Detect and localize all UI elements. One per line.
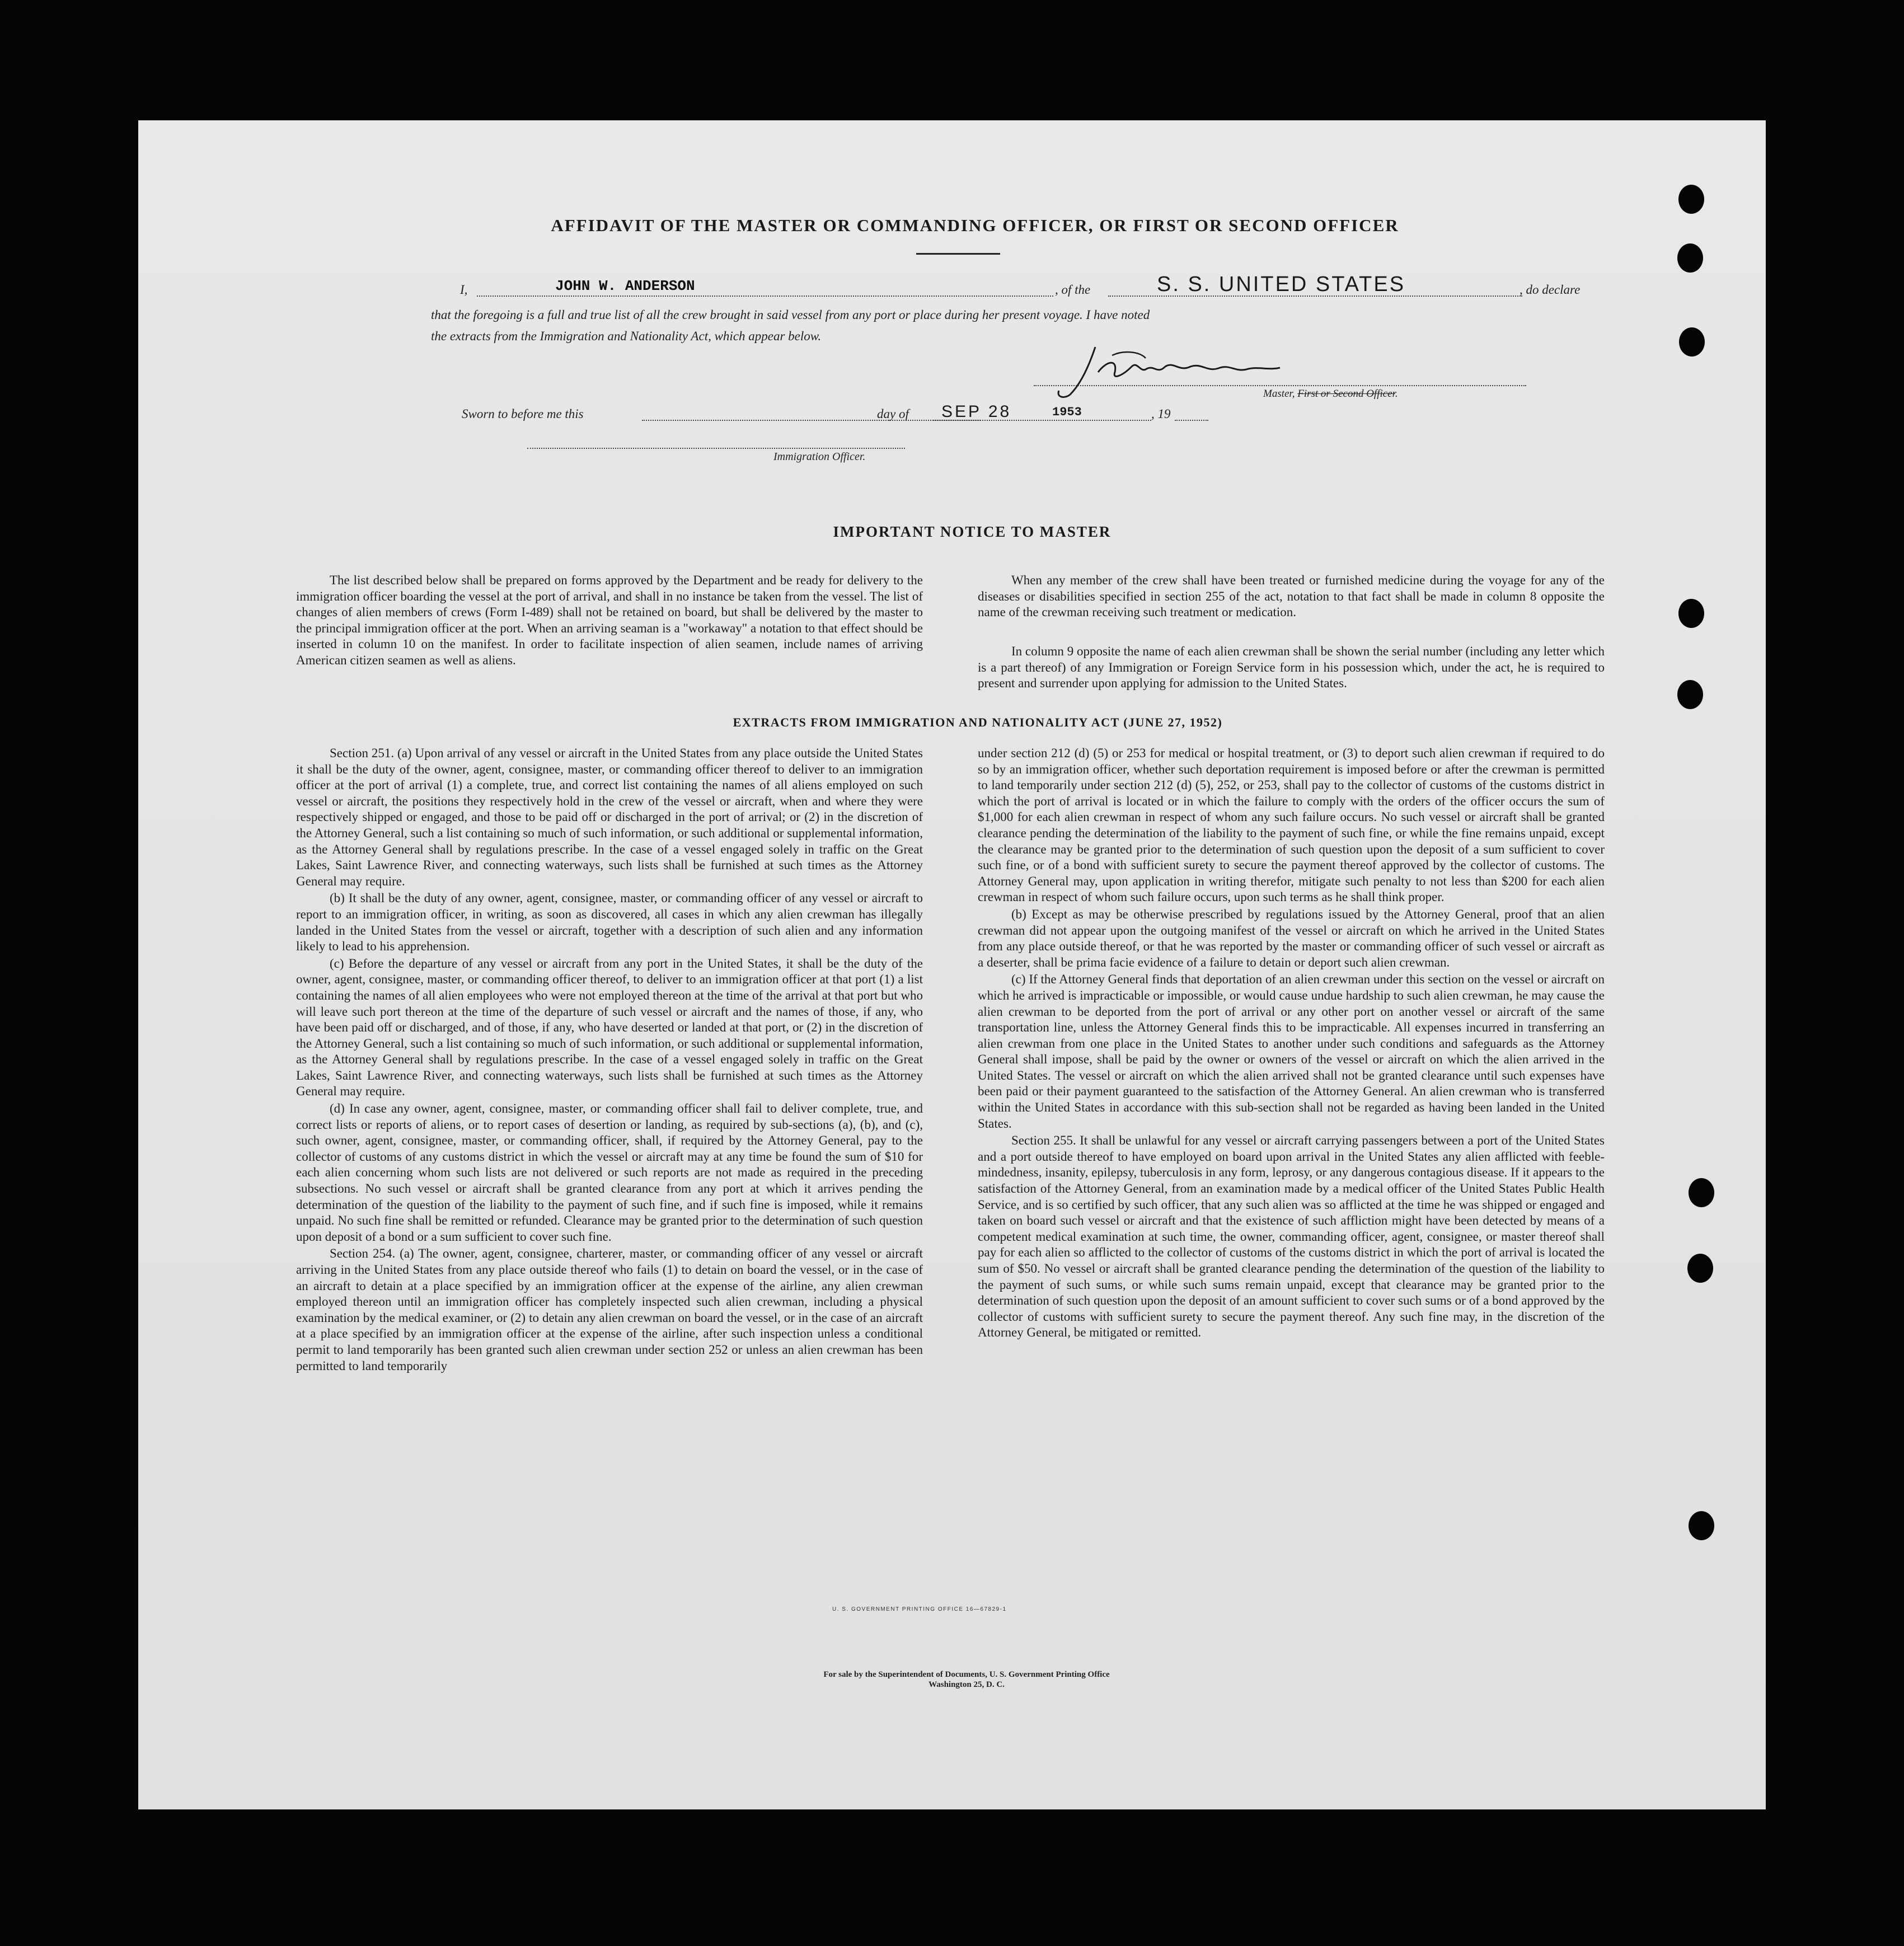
punch-hole	[1678, 599, 1704, 628]
signature-role	[1263, 388, 1398, 400]
extracts-left-column	[296, 745, 923, 1375]
sworn-label: Sworn to before me this	[462, 407, 584, 421]
notice-right-paragraph-1: When any member of the crew shall have been treated or furnished medicine during the voyage for any of the diseases or disabilities specified in section 255 of the act, notation to that fact shall be made in column 8 opposite the name of the crewman receiving such treatment or medication.	[978, 573, 1605, 620]
notice-title: IMPORTANT NOTICE TO MASTER	[833, 523, 1112, 540]
role-struck-officer: First or Second Officer	[1297, 388, 1395, 400]
form-page	[138, 120, 1766, 1809]
extracts-title: EXTRACTS FROM IMMIGRATION AND NATIONALITY ACT (JUNE 27, 1952)	[733, 715, 1223, 729]
sale-line-2: Washington 25, D. C.	[928, 1680, 1005, 1689]
extracts-right-column	[978, 745, 1605, 1342]
section-254-a: Section 254. (a) The owner, agent, consignee, charterer, master, or commanding officer of any vessel or aircraft arriving in the United States from any place outside thereof who fails (1) to detain on board the vessel, or in the case of an aircraft to detain at a place specified by an immigration officer at the expense of the airline, any alien crewman employed thereon until an immigration officer has completely inspected such alien crewman, including a physical examination by the medical examiner, or (2) to detain any alien crewman on board the vessel, or in the case of an aircraft at a place specified by an immigration officer at the expense of the airline, after such inspection unless a conditional permit to land temporarily has been granted such alien crewman under section 252 or unless an alien crewman has been permitted to land temporarily	[296, 1246, 923, 1373]
role-master: Master,	[1263, 388, 1295, 400]
sale-line-1: For sale by the Superintendent of Documents, U. S. Government Printing Office	[823, 1670, 1110, 1679]
punch-hole	[1678, 185, 1704, 214]
year-suffix-label: , 19	[1151, 407, 1171, 421]
title-rule	[916, 253, 1000, 255]
line-start-label: I,	[460, 283, 468, 297]
notice-right-paragraph-2: In column 9 opposite the name of each alien crewman shall be shown the serial number (including any letter which is a part thereof) of any Immigration or Foreign Service form in his possession which, under the act, he is required to present and surrender upon applying for admission to the United States.	[978, 644, 1605, 691]
year-field-line	[1175, 420, 1208, 421]
officer-signature-line	[527, 448, 905, 449]
section-251-d: (d) In case any owner, agent, consignee, master, or commanding officer shall fail to deliver complete, true, and correct lists or reports of aliens, or to report cases of desertion or landing, as required by sub-sections (a), (b), and (c), such owner, agent, consignee, master, or commanding officer, shall, if required by the Attorney General, pay to the collector of customs of any customs district in which the vessel or aircraft may at any time be found the sum of $10 for each alien concerning whom such lists are not delivered or such reports are not made as required in the preceding subsections. No such vessel or aircraft shall be granted clearance from any port at which it arrives pending the determination of the question of the liability to the payment of such fine, and if such fine is imposed, while it remains unpaid. No such fine shall be remitted or refunded. Clearance may be granted prior to the determination of such question upon deposit of a bond or a sum sufficient to cover such fine.	[296, 1101, 923, 1244]
sworn-day-line	[642, 420, 981, 421]
sale-notice	[698, 1670, 1235, 1690]
punch-hole	[1677, 680, 1703, 709]
punch-hole	[1679, 327, 1705, 357]
section-254-a-continued: under section 212 (d) (5) or 253 for medical or hospital treatment, or (3) to deport such alien crewman if required to do so by an immigration officer, whether such deportation requirement is imposed before or after the crewman is permitted to land temporarily under section 212 (d) (5), 252, or 253, shall pay to the collector of customs of the customs district in which the port of arrival is located or in which the failure to comply with the orders of the officer occurs the sum of $1,000 for each alien crewman in respect of whom any such failure occurs. No such vessel or aircraft shall be granted clearance pending the determination of the liability to the payment of such fine, or while the fine remains unpaid, except the clearance may be granted prior to the determination of such question upon the deposit of a sum sufficient to cover such fine, or of a bond with sufficient surety to secure the payment thereof approved by the collector of customs. The Attorney General may, upon application in writing therefor, mitigate such penalty to not less than $200 for each alien crewman in respect of whom such failure occurs, upon such terms as he shall think proper.	[978, 746, 1605, 904]
punch-hole	[1689, 1511, 1714, 1540]
declaration-statement-2: the extracts from the Immigration and Nationality Act, which appear below.	[431, 329, 822, 343]
affidavit-title: AFFIDAVIT OF THE MASTER OR COMMANDING OFFICER, OR FIRST OR SECOND OFFICER	[551, 215, 1399, 235]
do-declare-label: , do declare	[1520, 283, 1581, 297]
printer-line: U. S. GOVERNMENT PRINTING OFFICE 16—67829-1	[832, 1606, 1007, 1612]
role-suffix: .	[1395, 388, 1398, 400]
punch-hole	[1677, 243, 1703, 273]
section-251-c: (c) Before the departure of any vessel or aircraft from any port in the United States, it shall be the duty of the owner, agent, consignee, master, or commanding officer thereof, to deliver to an immigration officer at that port (1) a list containing the names of all alien employees who were not employed thereon at the time of the arrival at that port but who will leave such port thereon at the time of the departure of such vessel or aircraft and the names of those, if any, who have been paid off or discharged, and of those, if any, who have deserted or landed at that port, or (2) in the discretion of the Attorney General, such a list containing so much of such information, or such additional or supplemental information, as the Attorney General shall by regulations prescribe. In the case of a vessel engaged solely in traffic on the Great Lakes, Saint Lawrence River, and connecting waterways, such lists shall be furnished at such times as the Attorney General may require.	[296, 956, 923, 1099]
notice-left-paragraph: The list described below shall be prepared on forms approved by the Department and be ready for delivery to the immigration officer boarding the vessel at the port of arrival, and shall in no instance be taken from the vessel. The list of changes of alien members of crews (Form I-489) shall not be retained on board, but shall be delivered by the master to the principal immigration officer at the port. When an arriving seaman is a "workaway" a notation to that effect should be inserted in column 10 on the manifest. In order to facilitate inspection of alien seamen, include names of arriving American citizen seamen as well as aliens.	[296, 573, 923, 667]
section-254-c: (c) If the Attorney General finds that deportation of an alien crewman under this section on the vessel or aircraft on which he arrived is impracticable or impossible, or would cause undue hardship to such alien crewman, he may cause the alien crewman to be deported from the port of arrival or any other port on another vessel or aircraft of the same transportation line, unless the Attorney General finds this to be impracticable. All expenses incurred in transferring an alien crewman from one place in the United States to another under such conditions and safeguards as the Attorney General shall impose, shall be paid by the owner or owners of the vessel or aircraft on which the alien arrived in the United States. The vessel or aircraft on which the alien arrived shall not be granted clearance until such expenses have been paid or their payment guaranteed to the satisfaction of the Attorney General. An alien crewman who is transferred within the United States in accordance with this sub-section shall not be regarded as having been landed in the United States.	[978, 972, 1605, 1131]
section-251-b: (b) It shall be the duty of any owner, agent, consignee, master, or commanding officer of any vessel or aircraft to report to an immigration officer, in writing, as soon as discovered, all cases in which any alien crewman has illegally landed in the United States from the vessel or aircraft, together with a description of such alien and any information likely to lead to his apprehension.	[296, 891, 923, 954]
section-254-b: (b) Except as may be otherwise prescribed by regulations issued by the Attorney General, proof that an alien crewman did not appear upon the outgoing manifest of the vessel or aircraft on which he arrived in the United States from any place outside thereof, or that he was reported by the master or commanding officer of such vessel or aircraft as a deserter, shall be prima facie evidence of a failure to detain or deport such alien crewman.	[978, 907, 1605, 969]
day-of-label: day of	[877, 407, 909, 421]
date-stamp-field: SEP 28	[941, 402, 1012, 421]
vessel-name-field: S. S. UNITED STATES	[1157, 273, 1406, 296]
name-field-line	[477, 296, 1053, 297]
declaration-statement-1: that the foregoing is a full and true list of all the crew brought in said vessel from any port or place during her present voyage. I have noted	[431, 308, 1150, 322]
year-stamp-field: 1953	[1052, 405, 1082, 419]
punch-hole	[1689, 1178, 1714, 1207]
punch-hole	[1687, 1254, 1713, 1283]
signature-line	[1034, 385, 1526, 386]
of-the-label: , of the	[1055, 283, 1091, 297]
immigration-officer-label: Immigration Officer.	[773, 451, 866, 463]
section-255: Section 255. It shall be unlawful for any vessel or aircraft carrying passengers between a port of the United States and a port outside thereof to have employed on board upon arrival in the United States any alien afflicted with feeble-mindedness, insanity, epilepsy, tuberculosis in any form, leprosy, or any dangerous contagious disease. If it appears to the satisfaction of the Attorney General, from an examination made by a medical officer of the United States Public Health Service, and is so certified by such officer, that any such alien was so afflicted at the time he was shipped or engaged and taken on board such vessel or aircraft and that the existence of such affliction might have been detected by means of a competent medical examination at such time, the owner, commanding officer, agent, consignee, or master thereof shall pay for each alien so afflicted to the collector of customs of the customs district in which the port of arrival is located the sum of $50. No vessel or aircraft shall be granted clearance pending the determination of the question of the liability to the payment of such sums, or while such sums remain unpaid, except that clearance may be granted prior to the determination of such question upon the deposit of an amount sufficient to cover such sums or of a bond approved by the collector of customs with sufficient surety to secure the payment thereof. Any such fine may, in the discretion of the Attorney General, be mitigated or remitted.	[978, 1133, 1605, 1340]
section-251-a: Section 251. (a) Upon arrival of any vessel or aircraft in the United States from any place outside the United States it shall be the duty of the owner, agent, consignee, master, or commanding officer thereof to deliver to an immigration officer at the port of arrival (1) a complete, true, and correct list containing the names of all aliens employed on such vessel or aircraft, the positions they respectively hold in the crew of the vessel or aircraft, when and where they were respectively shipped or engaged, and those to be paid off or discharged in the port of arrival; or (2) in the discretion of the Attorney General, such a list containing so much of such information, or such additional or supplemental information, as the Attorney General shall by regulations prescribe. In the case of a vessel engaged solely in traffic on the Great Lakes, Saint Lawrence River, and connecting waterways, such lists shall be furnished at such times as the Attorney General may require.	[296, 746, 923, 888]
master-name-field: JOHN W. ANDERSON	[555, 278, 695, 294]
